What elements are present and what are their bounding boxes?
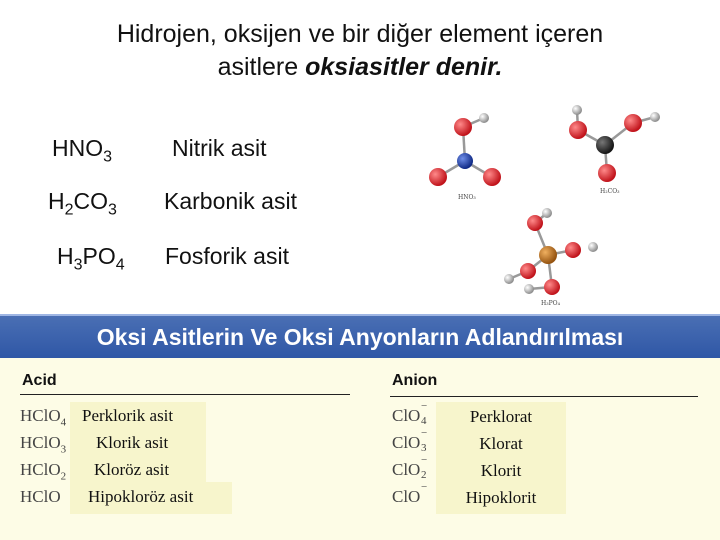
header-rule-anion [390, 396, 698, 397]
h3po4-caption: H₃PO₄ [541, 300, 560, 307]
name-nitrik: Nitrik asit [172, 135, 267, 161]
formula-hno3: $HNO_3$ [52, 135, 113, 166]
hno3-molecule-image [420, 105, 520, 205]
anion-formula-clo: ClO − [392, 481, 428, 506]
acid-formula-hclo4: HClO$_4$ [20, 406, 67, 429]
h2co3-molecule-image [555, 95, 665, 200]
name-fosforik: Fosforik asit [165, 243, 289, 269]
title-line-2-plain: asitlere [217, 53, 306, 81]
anion-name-klorit: Klorit [480, 461, 522, 480]
anion-formula-clo2: ClO − 2 [392, 454, 428, 481]
acid-name-klorik: Klorik asit [96, 433, 169, 452]
acid-name-hipokloroz: Hipokloröz asit [88, 487, 194, 506]
hno3-caption: HNO₃ [458, 194, 476, 201]
acid-formula-hclo: HClO [20, 487, 61, 506]
oxyacid-table-panel [0, 358, 720, 540]
title-line-1: Hidrojen, oksijen ve bir diğer element içeren [116, 20, 604, 48]
header-acid: Acid [22, 372, 57, 389]
h3po4-molecule-image [495, 205, 605, 310]
anion-name-klorat: Klorat [479, 434, 523, 453]
acid-name-kloroz: Kloröz asit [94, 460, 170, 479]
acid-formula-hclo2: HClO$_2$ [20, 460, 67, 483]
anion-name-perklorat: Perklorat [469, 407, 533, 426]
section-banner: Oksi Asitlerin Ve Oksi Anyonların Adlandırılması [0, 314, 720, 360]
slide-title [40, 18, 680, 84]
header-rule-acid [20, 394, 350, 395]
anion-name-hipoklorit: Hipoklorit [465, 488, 537, 507]
anion-formula-clo3: ClO − 3 [392, 427, 428, 454]
anion-names [436, 403, 566, 511]
formula-h2co3: $H_2CO_3$ [48, 188, 117, 219]
acid-formula-hclo3: HClO$_3$ [20, 433, 67, 456]
h2co3-caption: H₂CO₃ [600, 188, 620, 195]
formula-h3po4: $H_3PO_4$ [57, 243, 125, 274]
anion-formula-clo4: ClO − 4 [392, 400, 428, 427]
acid-name-perklorik: Perklorik asit [82, 406, 174, 425]
acid-names [70, 402, 220, 510]
title-line-2 [40, 51, 680, 84]
name-karbonik: Karbonik asit [164, 188, 297, 214]
title-line-2-emphasis: oksiasitler denir. [305, 53, 503, 81]
header-anion: Anion [392, 372, 438, 389]
